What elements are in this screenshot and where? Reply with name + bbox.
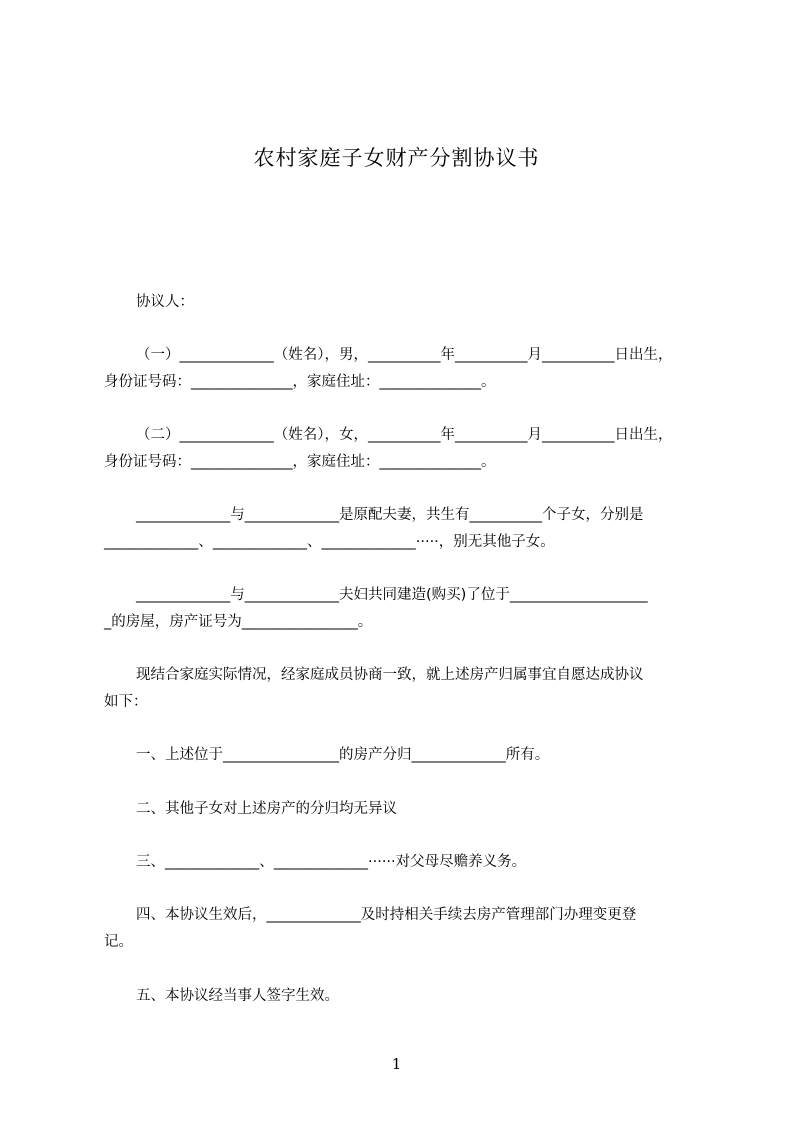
clause-4-line1: 四、本协议生效后，_____________及时持相关手续去房产管理部门办理变更登 bbox=[136, 907, 637, 923]
clause-3: 三、_____________、_____________······对父母尽赡养义务。 bbox=[136, 854, 527, 870]
property-line2: _的房屋，房产证号为________________。 bbox=[104, 614, 373, 630]
clause-4-line2: 记。 bbox=[104, 934, 133, 950]
marriage-line1: _____________与_____________是原配夫妻，共生有__________个子女，分别是 bbox=[136, 507, 644, 523]
clause-2: 二、其他子女对上述房产的分归均无异议 bbox=[136, 801, 397, 817]
party1-line1: （一）_____________（姓名），男，__________年__________月__________日出生， bbox=[136, 347, 673, 363]
party2-line2: 身份证号码：______________，家庭住址：______________。 bbox=[104, 454, 496, 470]
preamble-line2: 如下： bbox=[104, 694, 148, 710]
preamble-line1: 现结合家庭实际情况，经家庭成员协商一致，就上述房产归属事宜自愿达成协议 bbox=[136, 667, 644, 683]
marriage-line2: _____________、_____________、_____________·····，别无其他子女。 bbox=[104, 534, 555, 550]
clause-1: 一、上述位于________________的房产分归_____________所有。 bbox=[136, 747, 550, 763]
party2-line1: （二）_____________（姓名），女，__________年__________月__________日出生， bbox=[136, 427, 673, 443]
party1-line2: 身份证号码：______________，家庭住址：______________。 bbox=[104, 374, 496, 390]
property-line1: _____________与_____________夫妇共同建造(购买)了位于___________________ bbox=[136, 587, 648, 603]
parties-label: 协议人： bbox=[136, 294, 194, 310]
clause-5: 五、本协议经当事人签字生效。 bbox=[136, 988, 339, 1004]
page-number: 1 bbox=[391, 1055, 402, 1073]
document-title: 农村家庭子女财产分割协议书 bbox=[253, 146, 540, 170]
